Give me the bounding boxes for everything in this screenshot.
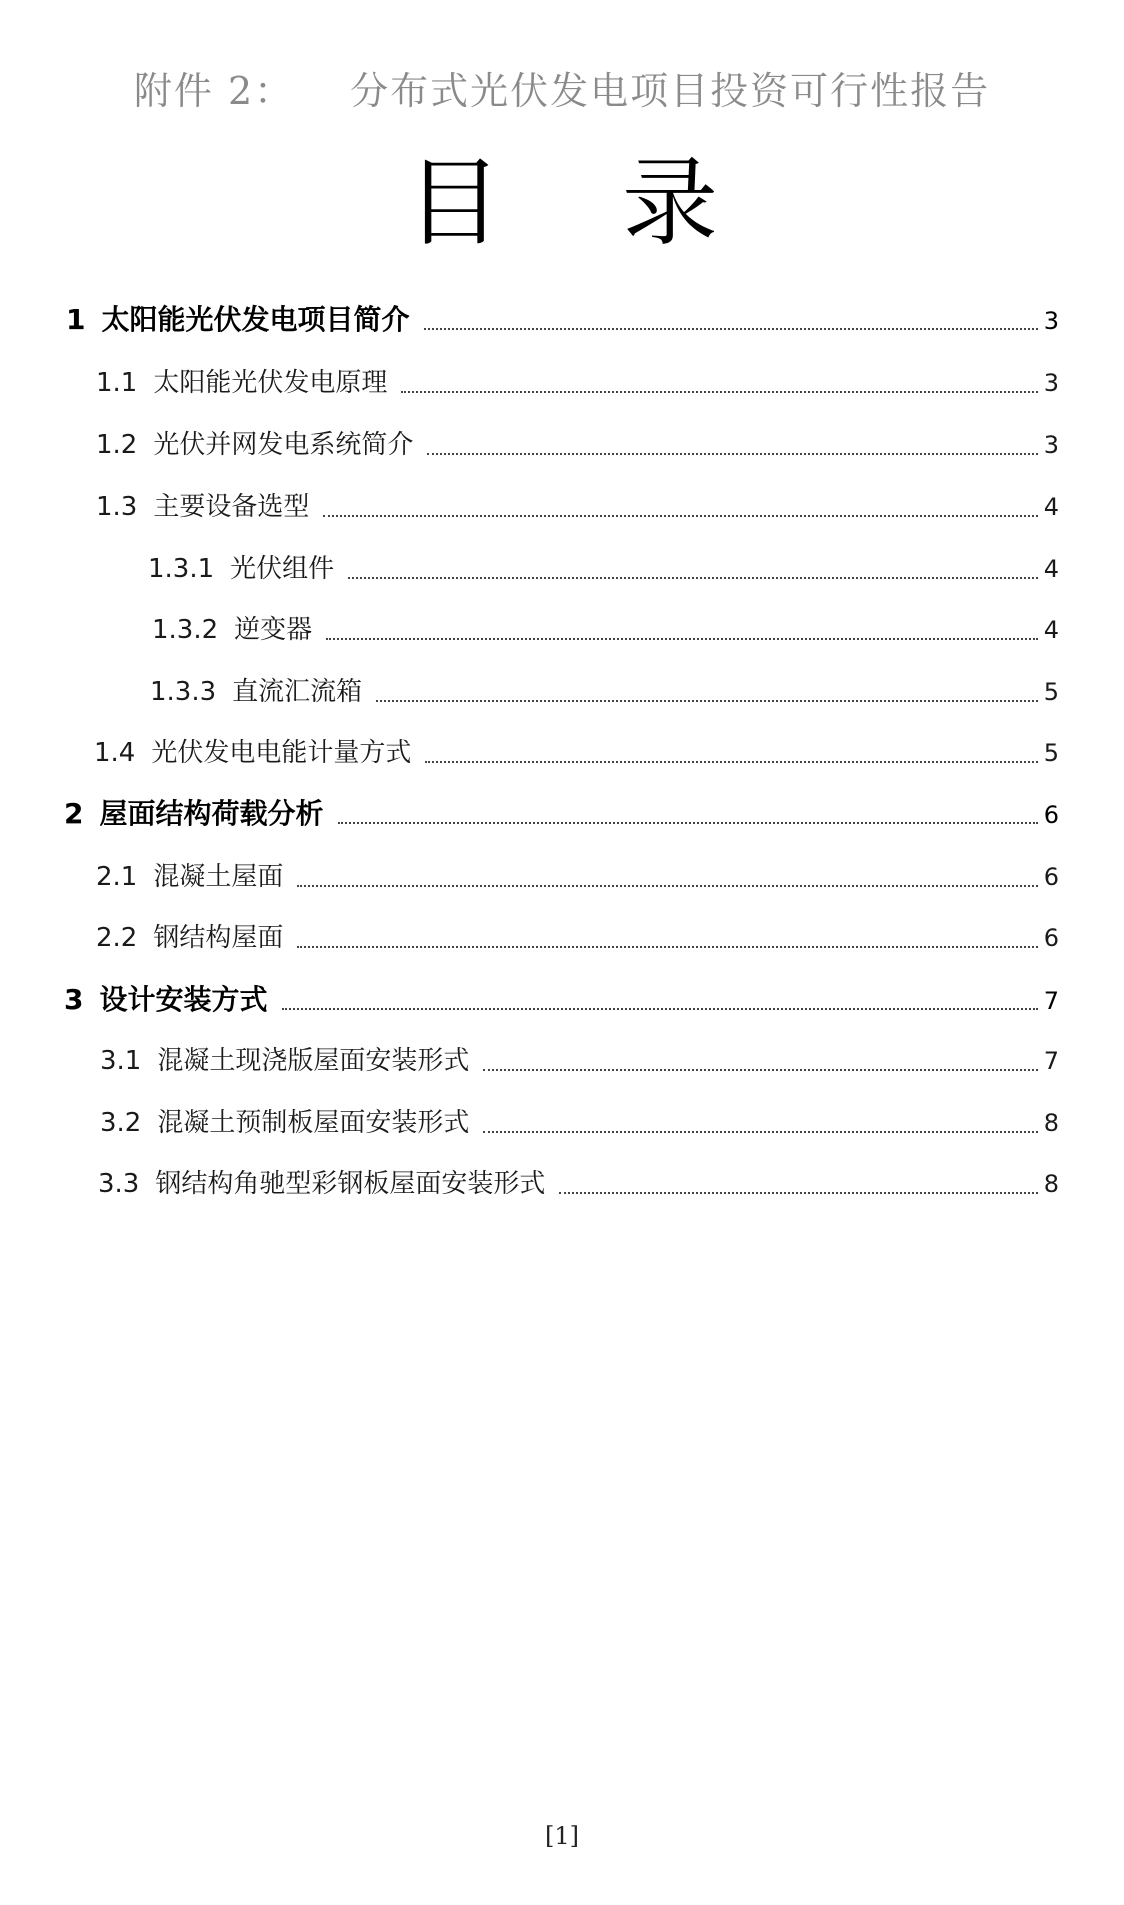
- dot-leader: [326, 638, 1038, 640]
- dot-leader: [424, 328, 1038, 330]
- toc-entry-label: 设计安装方式: [99, 983, 268, 1016]
- toc-entry-number: 1.3.1: [148, 554, 215, 584]
- dot-leader: [348, 577, 1038, 579]
- attachment-label: 附件 2：: [133, 69, 295, 113]
- dot-leader: [323, 515, 1037, 517]
- toc-entry-page: 4: [1043, 616, 1059, 644]
- toc-entry-label: 逆变器: [234, 615, 313, 645]
- toc-entry-page: 4: [1043, 555, 1059, 583]
- toc-entry-page: 8: [1043, 1170, 1059, 1198]
- dot-leader: [376, 700, 1038, 702]
- toc-entry-number: 1.3.3: [150, 677, 217, 707]
- dot-leader: [559, 1192, 1037, 1194]
- toc-entry-1-2[interactable]: [96, 425, 1059, 465]
- toc-entry-number: 2.2: [96, 923, 138, 953]
- toc-entry-number: 3.2: [100, 1108, 142, 1138]
- toc-entry-label: 混凝土现浇版屋面安装形式: [157, 1046, 470, 1076]
- toc-entry-page: 6: [1043, 924, 1059, 952]
- toc-entry-1-1[interactable]: [96, 363, 1059, 403]
- toc-entry-3[interactable]: [64, 980, 1059, 1020]
- toc-entry-page: 5: [1043, 739, 1059, 767]
- toc-entry-label: 钢结构屋面: [153, 923, 284, 953]
- toc-entry-label: 太阳能光伏发电原理: [153, 368, 388, 398]
- dot-leader: [338, 822, 1038, 824]
- toc-entry-number: 1.2: [96, 430, 138, 460]
- toc-entry-label: 主要设备选型: [153, 492, 310, 522]
- toc-entry-number: 1.3: [96, 492, 138, 522]
- toc-entry-1[interactable]: [66, 300, 1059, 340]
- dot-leader: [297, 946, 1037, 948]
- toc-entry-label: 混凝土预制板屋面安装形式: [157, 1108, 470, 1138]
- toc-entry-page: 6: [1043, 801, 1059, 829]
- dot-leader: [282, 1008, 1038, 1010]
- dot-leader: [297, 885, 1037, 887]
- toc-entry-1-3-3[interactable]: [150, 672, 1059, 712]
- toc-entry-label: 光伏并网发电系统简介: [153, 430, 414, 460]
- toc-entry-label: 光伏组件: [230, 554, 335, 584]
- toc-heading: 目录: [406, 147, 838, 259]
- toc-entry-2-1[interactable]: [96, 857, 1059, 897]
- toc-entry-number: 1.4: [94, 738, 136, 768]
- toc-entry-3-3[interactable]: [98, 1164, 1059, 1204]
- toc-entry-number: 1: [66, 303, 86, 336]
- toc-entry-1-3-2[interactable]: [152, 610, 1059, 650]
- page-number: [1]: [545, 1822, 579, 1850]
- toc-entry-page: 6: [1043, 863, 1059, 891]
- toc-entry-label: 屋面结构荷载分析: [99, 797, 324, 830]
- toc-entry-1-4[interactable]: [94, 733, 1059, 773]
- toc-entry-3-2[interactable]: [100, 1103, 1059, 1143]
- toc-entry-page: 7: [1043, 1047, 1059, 1075]
- toc-entry-label: 太阳能光伏发电项目简介: [101, 303, 410, 336]
- toc-entry-page: 5: [1043, 678, 1059, 706]
- dot-leader: [401, 391, 1037, 393]
- toc-entry-page: 3: [1043, 369, 1059, 397]
- toc-entry-page: 4: [1043, 493, 1059, 521]
- toc-entry-3-1[interactable]: [100, 1041, 1059, 1081]
- toc-entry-page: 3: [1043, 431, 1059, 459]
- toc-entry-page: 7: [1043, 987, 1059, 1015]
- report-title: 分布式光伏发电项目投资可行性报告: [350, 69, 991, 113]
- toc-entry-number: 3.1: [100, 1046, 142, 1076]
- toc-entry-number: 2.1: [96, 862, 138, 892]
- toc-entry-number: 3: [64, 983, 84, 1016]
- toc-entry-1-3-1[interactable]: [148, 549, 1059, 589]
- toc-entry-label: 直流汇流箱: [232, 677, 363, 707]
- toc-entry-number: 1.3.2: [152, 615, 219, 645]
- toc-entry-number: 3.3: [98, 1169, 140, 1199]
- dot-leader: [427, 453, 1037, 455]
- toc-entry-number: 1.1: [96, 368, 138, 398]
- toc-entry-2-2[interactable]: [96, 918, 1059, 958]
- toc-entry-page: 3: [1043, 307, 1059, 335]
- toc-entry-label: 混凝土屋面: [153, 862, 284, 892]
- dot-leader: [425, 761, 1037, 763]
- toc-entry-1-3[interactable]: [96, 487, 1059, 527]
- dot-leader: [483, 1131, 1037, 1133]
- toc-entry-label: 光伏发电电能计量方式: [151, 738, 412, 768]
- toc-entry-page: 8: [1043, 1109, 1059, 1137]
- dot-leader: [483, 1069, 1037, 1071]
- toc-entry-2[interactable]: [64, 794, 1059, 834]
- toc-entry-number: 2: [64, 797, 84, 830]
- toc-entry-label: 钢结构角驰型彩钢板屋面安装形式: [155, 1169, 546, 1199]
